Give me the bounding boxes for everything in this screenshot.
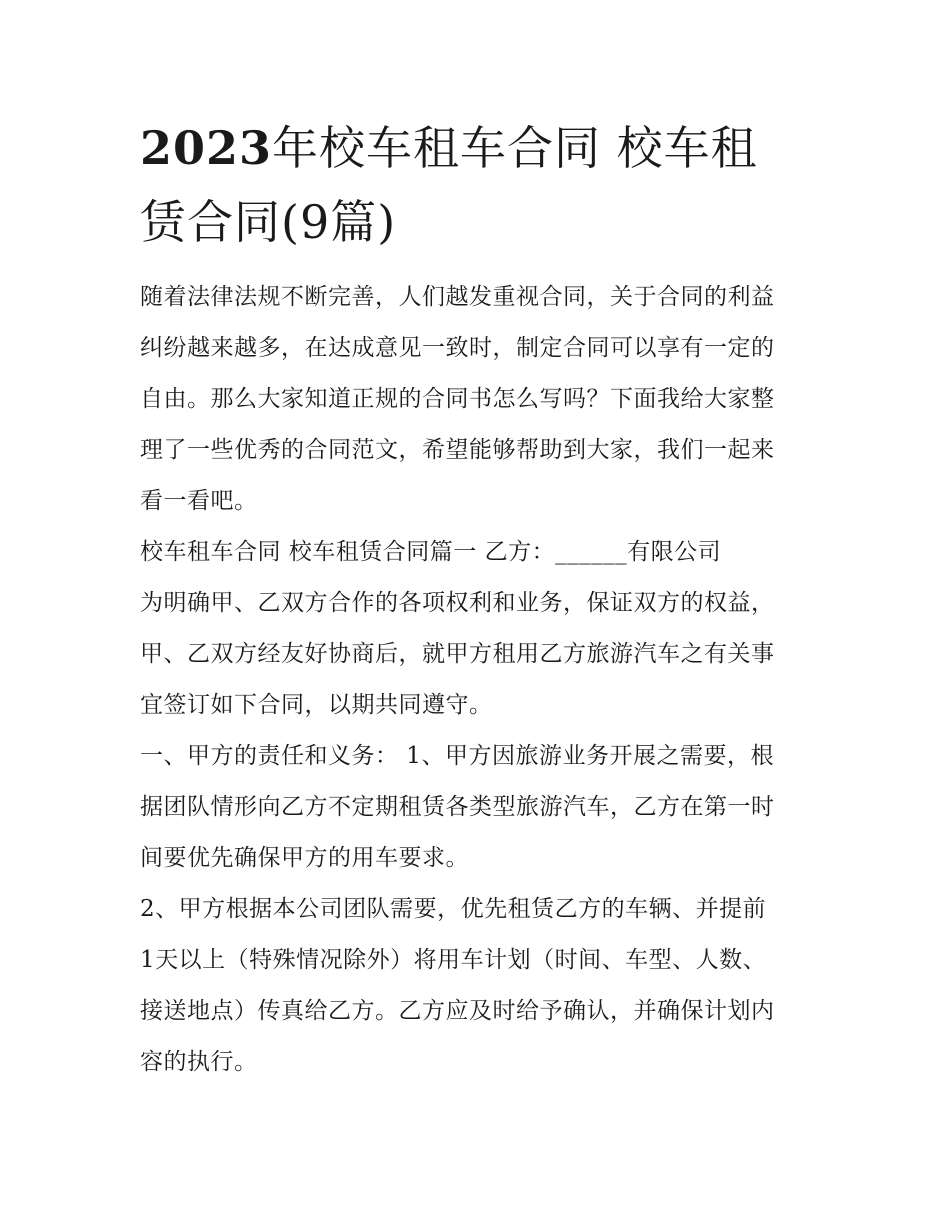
title-line-1 xyxy=(140,118,812,178)
text-line: 校车租车合同 校车租赁合同篇一 乙方：______有限公司 xyxy=(140,539,722,565)
title-line-2: 赁合同(9篇) xyxy=(140,195,397,249)
text-line: 甲、乙双方经友好协商后，就甲方租用乙方旅游汽车之有关事 xyxy=(140,641,775,667)
text-line: 自由。那么大家知道正规的合同书怎么写吗？下面我给大家整 xyxy=(140,386,775,412)
document-page xyxy=(140,118,812,1088)
purpose-paragraph xyxy=(140,578,812,731)
text-line: 为明确甲、乙双方合作的各项权利和业务，保证双方的权益， xyxy=(140,590,775,616)
section-heading-paragraph xyxy=(140,527,812,578)
text-line: 随着法律法规不断完善，人们越发重视合同，关于合同的利益 xyxy=(140,284,775,310)
title-year: 2023 xyxy=(140,121,273,175)
text-line: 1天以上（特殊情况除外）将用车计划（时间、车型、人数、 xyxy=(140,947,767,973)
document-body xyxy=(140,272,812,1088)
title-text-1: 年校车租车合同 校车租 xyxy=(272,121,758,175)
document-title xyxy=(140,118,812,252)
clause-1-paragraph xyxy=(140,731,812,884)
text-line: 理了一些优秀的合同范文，希望能够帮助到大家，我们一起来 xyxy=(140,437,775,463)
text-line: 接送地点）传真给乙方。乙方应及时给予确认，并确保计划内 xyxy=(140,998,775,1024)
text-line: 纠纷越来越多，在达成意见一致时，制定合同可以享有一定的 xyxy=(140,335,775,361)
text-line: 看一看吧。 xyxy=(140,488,258,514)
text-line: 2、甲方根据本公司团队需要，优先租赁乙方的车辆、并提前 xyxy=(140,896,767,922)
text-line: 间要优先确保甲方的用车要求。 xyxy=(140,845,469,871)
text-line: 容的执行。 xyxy=(140,1049,258,1075)
intro-paragraph xyxy=(140,272,812,527)
text-line: 一、甲方的责任和义务： 1、甲方因旅游业务开展之需要，根 xyxy=(140,743,774,769)
text-line: 据团队情形向乙方不定期租赁各类型旅游汽车，乙方在第一时 xyxy=(140,794,775,820)
clause-2-paragraph xyxy=(140,884,812,1088)
text-line: 宜签订如下合同，以期共同遵守。 xyxy=(140,692,493,718)
